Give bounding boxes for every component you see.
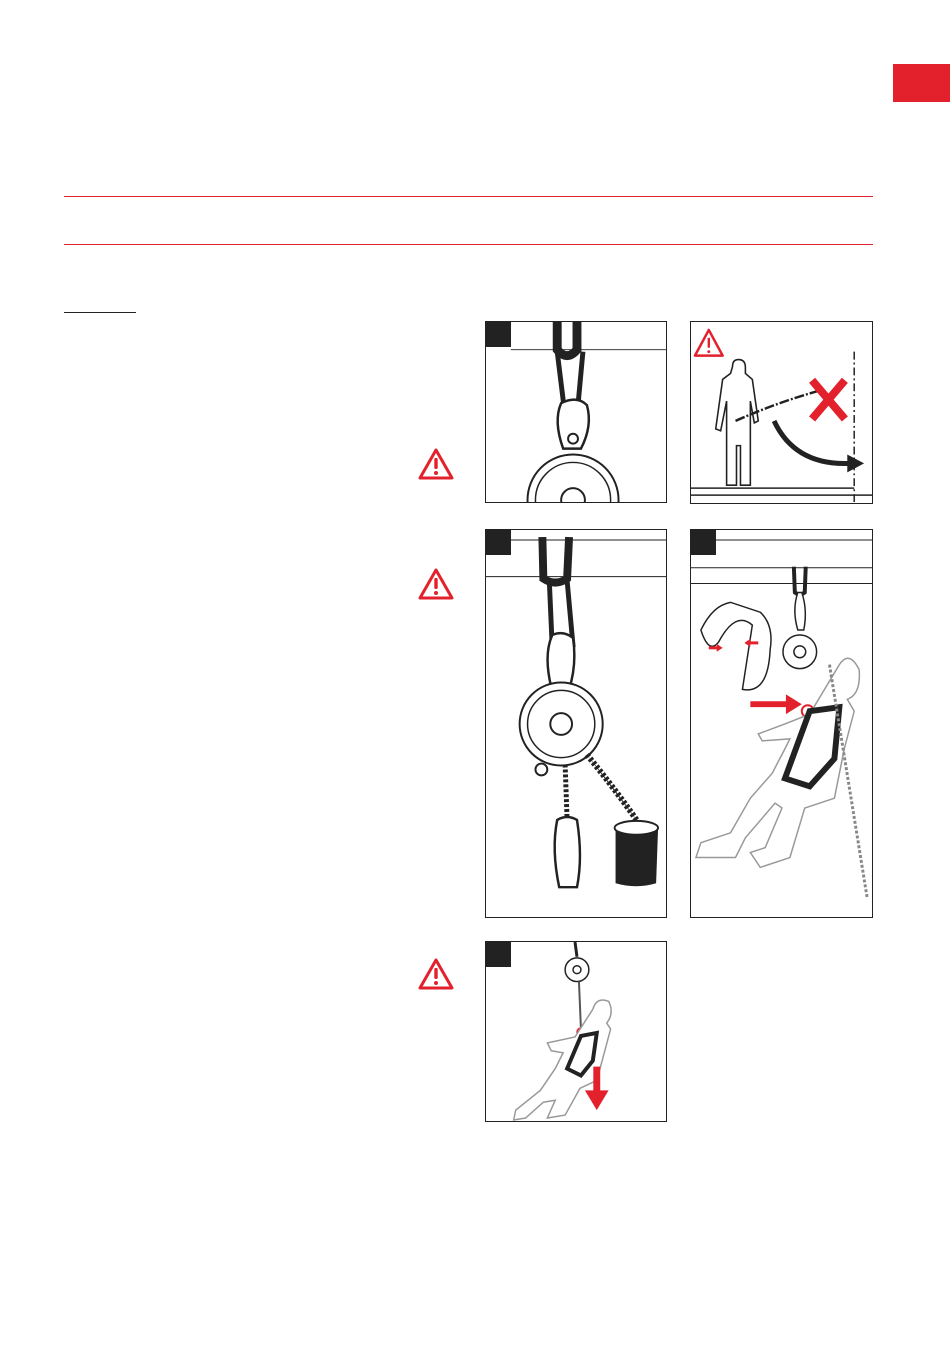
header-rule-top [64,196,873,197]
pendulum-prohibited-illustration [691,322,872,503]
figure-device-with-rope-bag [485,529,667,918]
section-tab [893,64,950,102]
device-with-rope-bag-illustration [486,530,666,917]
figure-descent [485,941,667,1122]
header-rule-bottom [64,244,873,245]
figure-harness-connection [690,529,873,918]
warning-triangle-icon [418,448,454,480]
anchor-attachment-illustration [486,322,666,502]
warning-triangle-icon [418,568,454,600]
descent-illustration [486,942,666,1121]
section-heading-underline [64,312,136,313]
warning-triangle-icon [418,958,454,990]
harness-connection-illustration [691,530,872,917]
figure-pendulum-prohibited [690,321,873,504]
figure-anchor-attachment [485,321,667,503]
